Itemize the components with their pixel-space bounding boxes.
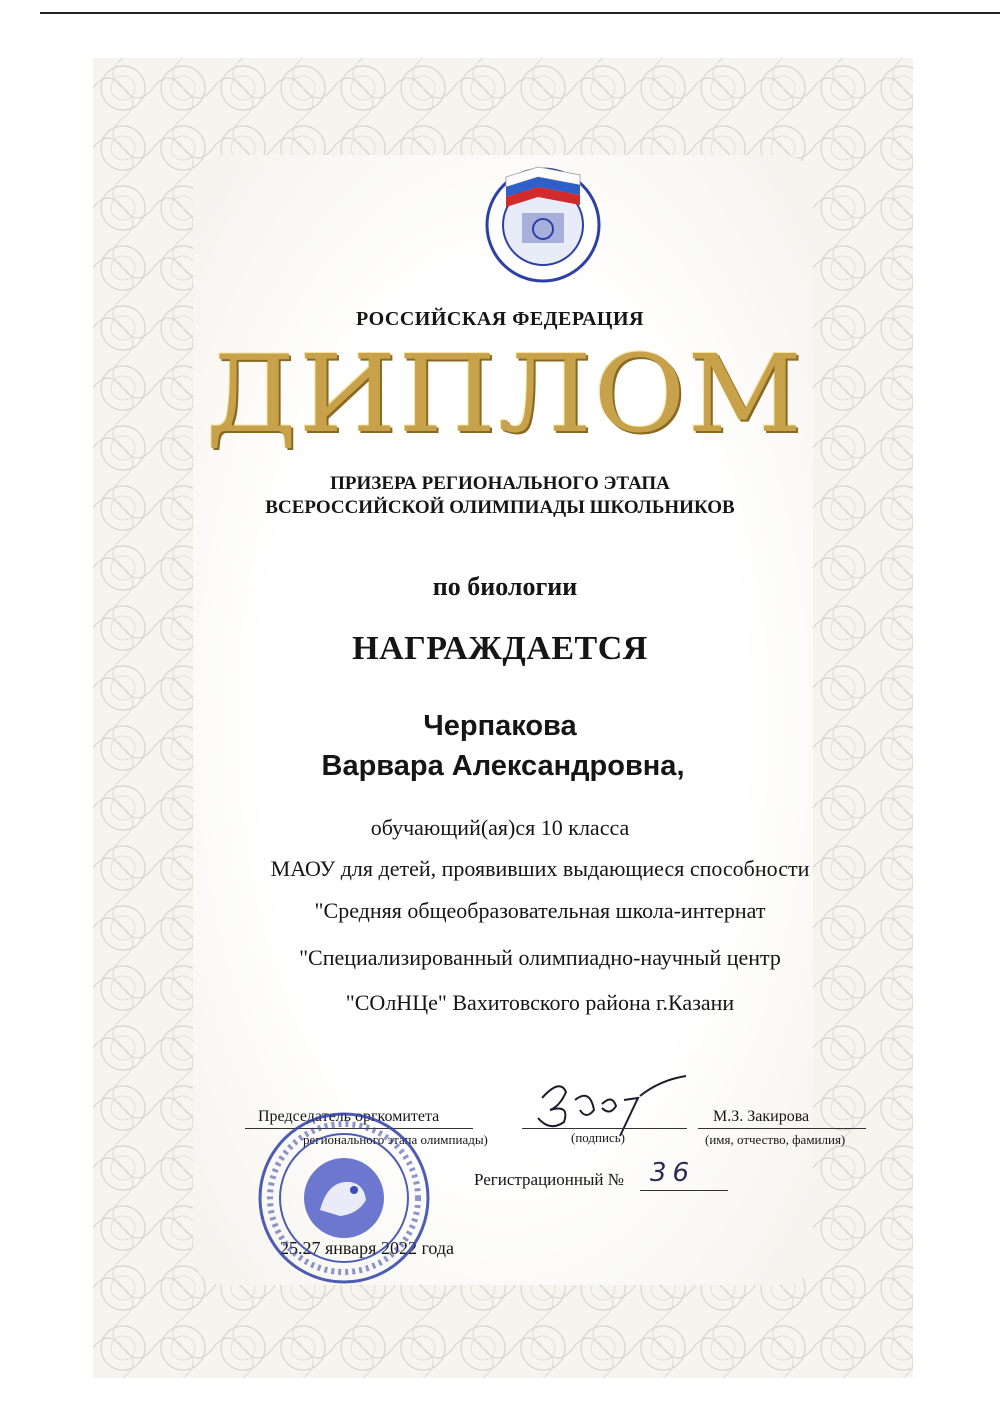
awarded-heading: НАГРАЖДАЕТСЯ <box>352 630 648 667</box>
subtitle-line-2: ВСЕРОССИЙСКОЙ ОЛИМПИАДЫ ШКОЛЬНИКОВ <box>265 497 735 518</box>
school-line-3: "Средняя общеобразовательная школа-интернат <box>314 898 766 923</box>
olympiad-emblem-icon <box>478 155 608 285</box>
signature-caption: (подпись) <box>571 1130 625 1145</box>
signer-underline <box>698 1128 866 1129</box>
recipient-given-names: Варвара Александровна, <box>321 750 685 782</box>
issue-date: 25.27 января 2022 года <box>280 1238 455 1258</box>
top-scan-line <box>40 12 1000 14</box>
tatarstan-seal-icon <box>254 1110 434 1286</box>
subtitle-line-1: ПРИЗЕРА РЕГИОНАЛЬНОГО ЭТАПА <box>330 473 670 494</box>
school-line-5: "СОлНЦе" Вахитовского района г.Казани <box>345 990 735 1015</box>
chair-sub-label: регионального этапа олимпиады) <box>303 1132 488 1147</box>
signature-underline <box>522 1128 687 1129</box>
subject: по биологии <box>432 572 578 601</box>
school-line-4: "Специализированный олимпиадно-научный центр <box>299 945 781 970</box>
registration-underline <box>640 1190 728 1191</box>
country-title: РОССИЙСКАЯ ФЕДЕРАЦИЯ <box>355 308 644 330</box>
school-line-2: МАОУ для детей, проявивших выдающиеся способности <box>270 856 810 881</box>
registration-number: 36 <box>650 1158 696 1188</box>
diploma-title: ДИПЛОМ <box>205 333 805 457</box>
registration-label: Регистрационный № <box>474 1170 624 1189</box>
school-line-1: обучающий(ая)ся 10 класса <box>370 815 630 840</box>
signer-name: М.З. Закирова <box>713 1108 810 1125</box>
signer-caption: (имя, отчество, фамилия) <box>705 1132 846 1147</box>
chair-label: Председатель оргкомитета <box>258 1108 440 1125</box>
recipient-surname: Черпакова <box>423 710 577 742</box>
